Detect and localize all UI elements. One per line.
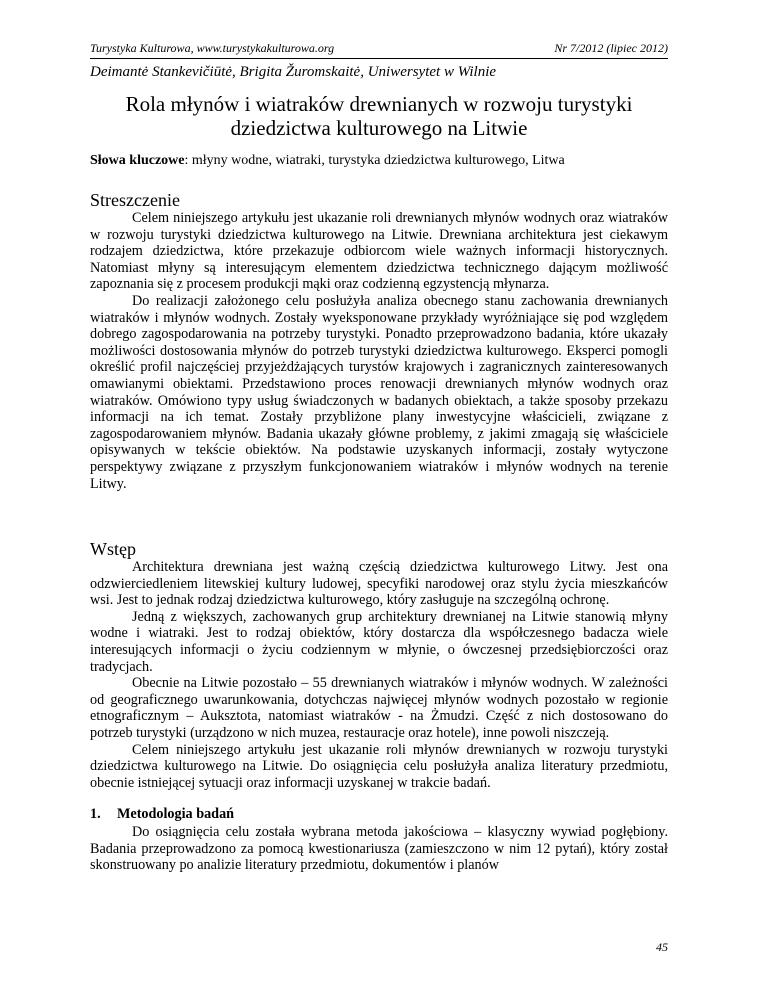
article-title [90,92,668,140]
paragraph: Do realizacji założonego celu posłużyła analiza obecnego stanu zachowania drewnianych wiatraków i młynów wodnych. Zostały wyeksponowane przykłady wyróżniające się pod względem dobrego zagospodarowania na potrzeby turystyki. Ponadto przeprowadzono badania, które ukazały możliwości dostosowania młynów do potrzeb turystyki dziedzictwa kulturowego. Eksperci pomogli określić profil najczęściej przyjeżdżających turystów krajowych i zagranicznych zainteresowanych omawianymi obiektami. Przedstawiono proces renowacji drewnianych młynów wodnych oraz wiatraków. Omówiono typy usług świadczonych w badanych obiektach, a także sposoby przekazu informacji na ich temat. Zostały przybliżone plany inwestycyjne właścicieli, związane z zagospodarowaniem młynów. Badania ukazały główne problemy, z jakimi zmagają się właściciele opisywanych w tekście obiektów. Na podstawie uzyskanych informacji, zostały wytyczone perspektywy związane z przyszłym funkcjonowaniem wiatraków i młynów wodnych na terenie Litwy. [90,292,668,492]
methodology-body [90,824,668,874]
article-title-line-2: dziedzictwa kulturowego na Litwie [230,116,528,140]
paragraph: Do osiągnięcia celu została wybrana metoda jakościowa – klasyczny wywiad pogłębiony. Badania przeprowadzono za pomocą kwestionariusza (zamieszczono w nim 12 pytań), który został skonstruowany po analizie literatury przedmiotu, dokumentów i planów [90,824,668,874]
paragraph: Architektura drewniana jest ważną częścią dziedzictwa kulturowego Litwy. Jest ona odzwierciedleniem litewskiej kultury ludowej, specyfiki narodowej oraz stylu życia mieszkańców wsi. Jest to jednak rodzaj dziedzictwa kulturowego, który zasługuje na szczególną ochronę. [90,559,668,609]
page-number: 45 [656,940,668,954]
journal-name: Turystyka Kulturowa, www.turystykakulturowa.org [90,41,335,55]
abstract-heading: Streszczenie [90,190,180,210]
paragraph: Celem niniejszego artykułu jest ukazanie roli drewnianych młynów wodnych oraz wiatraków w rozwoju turystyki dziedzictwa kulturowego na Litwie. Drewniana architektura jest ciekawym rodzajem dziedzictwa, które przekazuje odbiorcom wiele ważnych informacji historycznych. Natomiast młyny są interesującym elementem dziedzictwa technicznego dającym możliwość zapoznania się z procesem produkcji mąki oraz codzienną egzystencją młynarza. [90,210,668,293]
abstract-body [90,210,668,492]
running-header [90,40,668,59]
methodology-heading [90,806,234,823]
authors-line: Deimantė Stankevičiūtė, Brigita Žuromskaitė, Uniwersytet w Wilnie [90,64,497,80]
section-title: Metodologia badań [117,806,235,822]
intro-body [90,559,668,791]
paragraph: Obecnie na Litwie pozostało – 55 drewnianych wiatraków i młynów wodnych. W zależności od geograficznego uwarunkowania, dotychczas najwięcej młynów wodnych pozostało w regionie etnograficznym – Auksztota, natomiast wiatraków - na Żmudzi. Część z nich dostosowano do potrzeb turystyki (urządzono w nich muzea, restauracje oraz hotele), inne powoli niszczeją. [90,675,668,741]
keywords-label: Słowa kluczowe [90,153,185,168]
intro-heading: Wstęp [90,539,136,559]
article-title-line-1: Rola młynów i wiatraków drewnianych w rozwoju turystyki [125,92,633,116]
issue-info: Nr 7/2012 (lipiec 2012) [554,41,668,55]
paragraph: Celem niniejszego artykułu jest ukazanie roli młynów drewnianych w rozwoju turystyki dziedzictwa kulturowego na Litwie. Do osiągnięcia celu posłużyła analiza literatury przedmiotu, obecnie istniejącej sytuacji oraz informacji uzyskanej w trakcie badań. [90,741,668,791]
keywords [90,152,668,170]
section-number: 1. [90,806,101,822]
keywords-text: : młyny wodne, wiatraki, turystyka dziedzictwa kulturowego, Litwa [184,153,565,168]
paragraph: Jedną z większych, zachowanych grup architektury drewnianej na Litwie stanowią młyny wodne i wiatraki. Jest to rodzaj obiektów, który dostarcza dla współczesnego badacza wiele interesujących informacji o życiu codziennym w młynie, o ówczesnej przedsiębiorczości oraz tradycjach. [90,608,668,675]
